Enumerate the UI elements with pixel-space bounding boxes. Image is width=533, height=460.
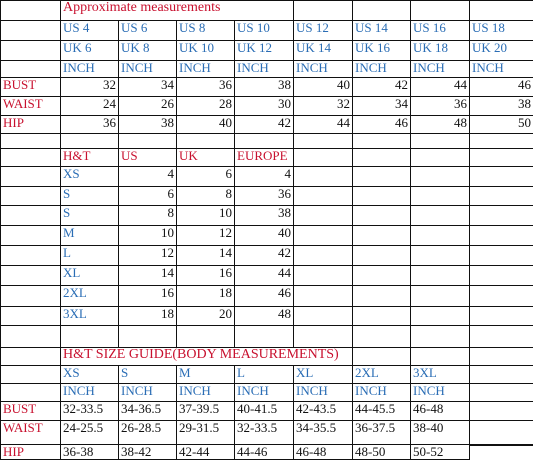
unit-header: INCH [234, 383, 294, 402]
measurement-value: 36 [410, 96, 470, 116]
blank-cell [60, 325, 119, 348]
body-measurement-value: 36-37.5 [352, 420, 411, 445]
europe-size: 4 [234, 166, 294, 187]
conversion-header: H&T [60, 148, 119, 167]
us-size-header: US 10 [234, 20, 294, 41]
blank-cell [410, 166, 470, 187]
conversion-header: US [118, 148, 177, 167]
unit-header: INCH [293, 60, 353, 78]
blank-cell [293, 205, 353, 226]
blank-cell [0, 285, 61, 307]
body-measurement-value: 42-44 [176, 444, 235, 460]
us-size: 14 [118, 265, 177, 286]
blank-cell [0, 325, 61, 348]
blank-cell [469, 325, 533, 348]
us-size: 16 [118, 285, 177, 307]
measurement-value: 38 [234, 77, 294, 97]
uk-size: 12 [176, 225, 235, 246]
us-size: 8 [118, 205, 177, 226]
section3-title: H&T SIZE GUIDE(BODY MEASUREMENTS) [60, 347, 353, 366]
uk-size-header: UK 6 [60, 40, 119, 61]
body-measurement-value: 38-40 [410, 420, 470, 445]
uk-size-header: UK 8 [118, 40, 177, 61]
body-size-header: XL [293, 365, 353, 384]
blank-cell [352, 325, 411, 348]
blank-cell [0, 148, 61, 167]
blank-cell [293, 265, 353, 286]
measurement-value: 50 [469, 115, 533, 134]
blank-cell [0, 60, 61, 78]
blank-cell [410, 225, 470, 246]
blank-cell [0, 133, 61, 149]
blank-cell [469, 148, 533, 167]
uk-size-header: UK 10 [176, 40, 235, 61]
measurement-value: 32 [60, 77, 119, 97]
blank-cell [410, 347, 470, 366]
uk-size-header: UK 12 [234, 40, 294, 61]
blank-cell [469, 265, 533, 286]
unit-header: INCH [118, 383, 177, 402]
body-measurement-value: 40-41.5 [234, 401, 294, 421]
unit-header: INCH [410, 383, 470, 402]
blank-cell [0, 383, 61, 402]
measurement-value: 24 [60, 96, 119, 116]
blank-cell [118, 325, 177, 348]
blank-cell [0, 20, 61, 41]
ht-size: XL [60, 265, 119, 286]
europe-size: 46 [234, 285, 294, 307]
blank-cell [410, 133, 470, 149]
us-size-header: US 6 [118, 20, 177, 41]
unit-header: INCH [293, 383, 353, 402]
body-measurement-value: 32-33.5 [234, 420, 294, 445]
measurement-value: 38 [118, 115, 177, 134]
body-measurement-value: 44-46 [234, 444, 294, 460]
blank-cell [352, 285, 411, 307]
body-measurement-value: 46-48 [293, 444, 353, 460]
uk-size: 14 [176, 245, 235, 266]
ht-size: S [60, 205, 119, 226]
measurement-value: 28 [176, 96, 235, 116]
uk-size: 6 [176, 166, 235, 187]
measurement-value: 34 [118, 77, 177, 97]
measurement-value: 44 [410, 77, 470, 97]
blank-cell [293, 166, 353, 187]
conversion-header: EUROPE [234, 148, 294, 167]
blank-cell [410, 186, 470, 206]
ht-size: XS [60, 166, 119, 187]
blank-cell [352, 225, 411, 246]
blank-cell [0, 166, 61, 187]
blank-cell [469, 401, 533, 421]
blank-cell [410, 205, 470, 226]
blank-cell [293, 245, 353, 266]
blank-cell [410, 306, 470, 326]
europe-size: 38 [234, 205, 294, 226]
body-measurement-value: 37-39.5 [176, 401, 235, 421]
uk-size-header: UK 20 [469, 40, 533, 61]
measurement-value: 38 [469, 96, 533, 116]
blank-cell [469, 365, 533, 384]
measurement-value: 40 [293, 77, 353, 97]
blank-cell [469, 383, 533, 402]
uk-size: 10 [176, 205, 235, 226]
blank-cell [0, 40, 61, 61]
measurement-value: 36 [60, 115, 119, 134]
body-measurement-label: BUST [0, 401, 61, 421]
blank-cell [0, 306, 61, 326]
body-size-header: XS [60, 365, 119, 384]
uk-size: 16 [176, 265, 235, 286]
blank-cell [234, 325, 294, 348]
blank-cell [293, 148, 353, 167]
blank-cell [352, 148, 411, 167]
body-measurement-label: HIP [0, 444, 61, 460]
blank-cell [0, 245, 61, 266]
blank-cell [410, 0, 470, 21]
blank-cell [469, 186, 533, 206]
us-size: 12 [118, 245, 177, 266]
us-size-header: US 4 [60, 20, 119, 41]
europe-size: 44 [234, 265, 294, 286]
us-size-header: US 16 [410, 20, 470, 41]
blank-cell [352, 186, 411, 206]
ht-size: M [60, 225, 119, 246]
body-measurement-value: 29-31.5 [176, 420, 235, 445]
body-measurement-value: 46-48 [410, 401, 470, 421]
blank-cell [352, 265, 411, 286]
body-measurement-value: 24-25.5 [60, 420, 119, 445]
blank-cell [293, 225, 353, 246]
measurement-value: 26 [118, 96, 177, 116]
conversion-header: UK [176, 148, 235, 167]
blank-cell [293, 325, 353, 348]
unit-header: INCH [118, 60, 177, 78]
blank-cell [352, 347, 411, 366]
blank-cell [352, 306, 411, 326]
body-size-header: L [234, 365, 294, 384]
europe-size: 36 [234, 186, 294, 206]
uk-size: 8 [176, 186, 235, 206]
body-measurement-value: 32-33.5 [60, 401, 119, 421]
europe-size: 48 [234, 306, 294, 326]
blank-cell [469, 347, 533, 366]
blank-cell [0, 225, 61, 246]
unit-header: INCH [352, 60, 411, 78]
blank-cell [410, 148, 470, 167]
measurement-value: 32 [293, 96, 353, 116]
unit-header: INCH [176, 60, 235, 78]
measurement-value: 48 [410, 115, 470, 134]
blank-cell [0, 347, 61, 366]
body-measurement-value: 48-50 [352, 444, 411, 460]
blank-cell [0, 0, 61, 21]
measurement-value: 42 [234, 115, 294, 134]
measurement-value: 46 [469, 77, 533, 97]
unit-header: INCH [410, 60, 470, 78]
body-measurement-value: 38-42 [118, 444, 177, 460]
blank-cell [293, 306, 353, 326]
blank-cell [469, 133, 533, 149]
measurement-value: 44 [293, 115, 353, 134]
body-size-header: 2XL [352, 365, 411, 384]
us-size-header: US 12 [293, 20, 353, 41]
blank-cell [469, 205, 533, 226]
blank-cell [469, 245, 533, 266]
blank-cell [293, 285, 353, 307]
blank-cell [469, 285, 533, 307]
unit-header: INCH [234, 60, 294, 78]
blank-cell [410, 285, 470, 307]
body-measurement-label: WAIST [0, 420, 61, 445]
body-measurement-value: 36-38 [60, 444, 119, 460]
us-size: 18 [118, 306, 177, 326]
unit-header: INCH [60, 60, 119, 78]
blank-cell [118, 133, 177, 149]
unit-header: INCH [60, 383, 119, 402]
blank-cell [410, 265, 470, 286]
blank-cell [469, 225, 533, 246]
uk-size: 18 [176, 285, 235, 307]
us-size-header: US 18 [469, 20, 533, 41]
blank-cell [293, 133, 353, 149]
measurement-label: WAIST [0, 96, 61, 116]
body-measurement-value: 26-28.5 [118, 420, 177, 445]
us-size-header: US 8 [176, 20, 235, 41]
uk-size-header: UK 16 [352, 40, 411, 61]
europe-size: 40 [234, 225, 294, 246]
measurement-value: 34 [352, 96, 411, 116]
blank-cell [0, 186, 61, 206]
blank-cell [352, 0, 411, 21]
body-measurement-value: 50-52 [410, 444, 470, 460]
blank-cell [293, 186, 353, 206]
blank-cell [352, 166, 411, 187]
us-size-header: US 14 [352, 20, 411, 41]
blank-cell [410, 245, 470, 266]
uk-size-header: UK 14 [293, 40, 353, 61]
blank-cell [176, 133, 235, 149]
blank-cell [352, 245, 411, 266]
us-size: 10 [118, 225, 177, 246]
blank-cell [469, 306, 533, 326]
body-size-header: 3XL [410, 365, 470, 384]
measurement-label: HIP [0, 115, 61, 134]
body-measurement-value: 34-36.5 [118, 401, 177, 421]
blank-cell [469, 166, 533, 187]
section1-title: Approximate measurements [60, 0, 294, 21]
blank-cell [410, 325, 470, 348]
us-size: 6 [118, 186, 177, 206]
measurement-label: BUST [0, 77, 61, 97]
uk-size-header: UK 18 [410, 40, 470, 61]
europe-size: 42 [234, 245, 294, 266]
measurement-value: 30 [234, 96, 294, 116]
blank-cell [234, 133, 294, 149]
body-measurement-value: 34-35.5 [293, 420, 353, 445]
ht-size: 3XL [60, 306, 119, 326]
blank-cell [352, 133, 411, 149]
blank-cell [0, 265, 61, 286]
measurement-value: 40 [176, 115, 235, 134]
blank-cell [469, 420, 533, 445]
unit-header: INCH [176, 383, 235, 402]
body-measurement-value: 44-45.5 [352, 401, 411, 421]
uk-size: 20 [176, 306, 235, 326]
blank-cell [469, 0, 533, 21]
us-size: 4 [118, 166, 177, 187]
body-size-header: M [176, 365, 235, 384]
measurement-value: 42 [352, 77, 411, 97]
ht-size: 2XL [60, 285, 119, 307]
unit-header: INCH [352, 383, 411, 402]
body-measurement-value: 42-43.5 [293, 401, 353, 421]
ht-size: L [60, 245, 119, 266]
blank-cell [469, 444, 533, 446]
unit-header: INCH [469, 60, 533, 78]
blank-cell [0, 205, 61, 226]
blank-cell [352, 205, 411, 226]
blank-cell [293, 0, 353, 21]
blank-cell [0, 365, 61, 384]
blank-cell [176, 325, 235, 348]
ht-size: S [60, 186, 119, 206]
measurement-value: 46 [352, 115, 411, 134]
body-size-header: S [118, 365, 177, 384]
measurement-value: 36 [176, 77, 235, 97]
blank-cell [60, 133, 119, 149]
